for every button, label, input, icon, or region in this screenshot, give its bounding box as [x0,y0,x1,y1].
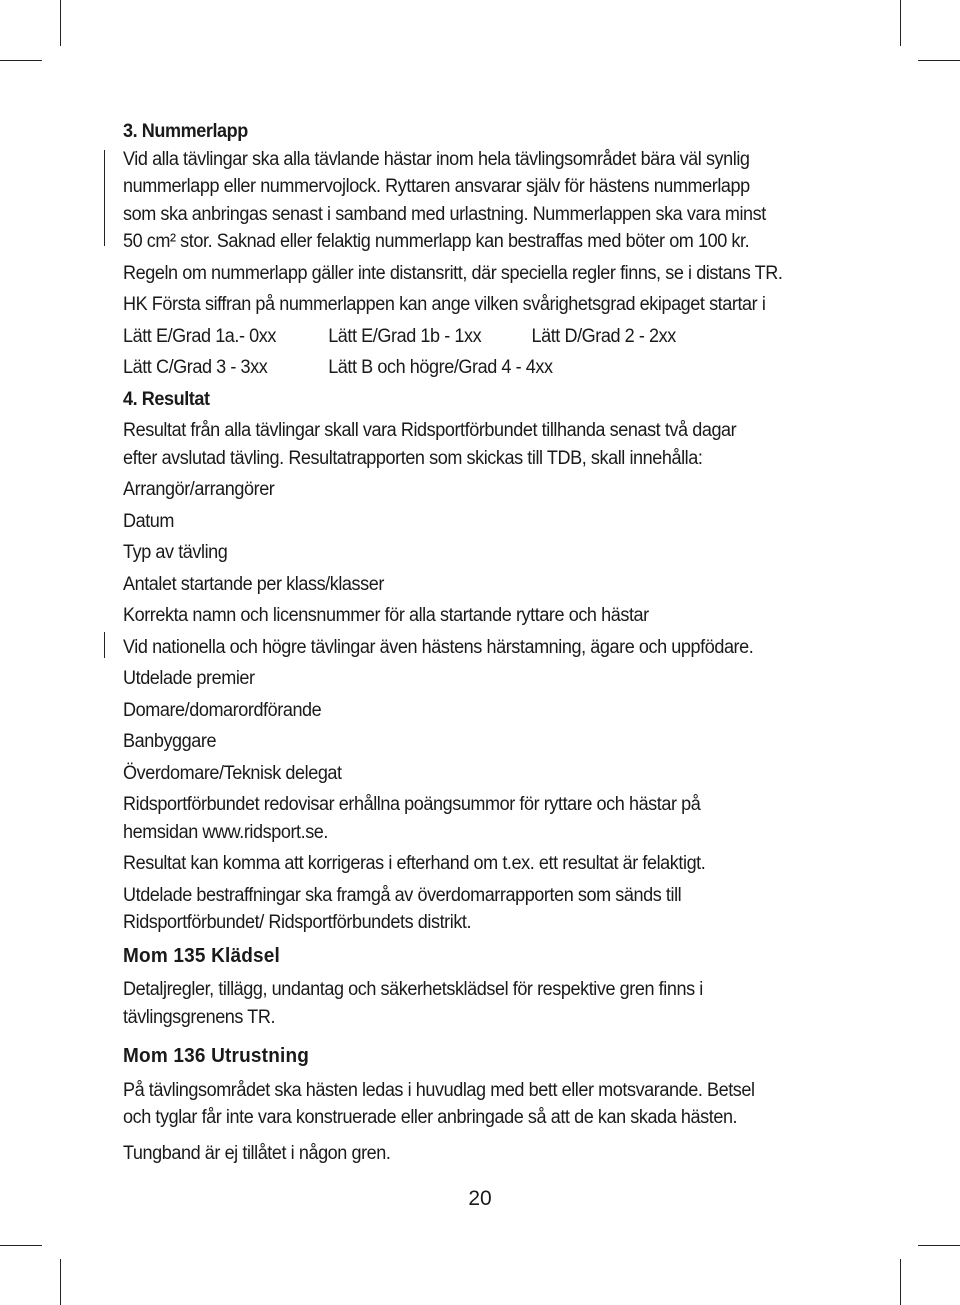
grade-row [123,323,807,351]
mom-heading: Mom 135 Klädsel [123,944,281,967]
list-item: Vid nationella och högre tävlingar även hästens härstamning, ägare och uppfödare. [123,636,754,658]
list-item: Datum [123,510,175,532]
section-heading: 3. Nummerlapp [123,121,248,142]
grade-item: Lätt E/Grad 1a.- 0xx [123,325,276,347]
crop-mark-left-bottom [0,1245,42,1246]
paragraph-line: hemsidan www.ridsport.se. [123,821,329,843]
list-item: Banbyggare [123,731,217,752]
change-bar [104,150,105,246]
paragraph-line: Ridsportförbundet redovisar erhållna poängsummor för ryttare och hästar på [123,794,701,815]
grade-item: Lätt D/Grad 2 - 2xx [531,325,676,347]
section-heading: 4. Resultat [123,388,210,410]
grade-item: Lätt E/Grad 1b - 1xx [328,325,482,347]
paragraph-line: Ridsportförbundet/ Ridsportförbundets distrikt. [123,912,472,933]
grade-item: Lätt C/Grad 3 - 3xx [123,357,268,378]
list-item: Antalet startande per klass/klasser [123,573,384,595]
list-item: Utdelade premier [123,668,255,689]
crop-mark-bottom-right [900,1259,901,1305]
paragraph-line: som ska anbringas senast i samband med urlastning. Nummerlappen ska vara minst [123,203,766,225]
list-item: Överdomare/Teknisk delegat [123,762,342,784]
paragraph-line: Detaljregler, tillägg, undantag och säkerhetsklädsel för respektive gren finns i [123,979,703,1000]
paragraph-line: Utdelade bestraffningar ska framgå av överdomarrapporten som sänds till [123,884,682,906]
crop-mark-top-left [60,0,61,46]
page-number: 20 [468,1187,492,1210]
paragraph-line: På tävlingsområdet ska hästen ledas i huvudlag med bett eller motsvarande. Betsel [123,1079,755,1101]
paragraph-line: Regeln om nummerlapp gäller inte distansritt, där speciella regler finns, se i distans TR. [123,262,783,284]
paragraph-line: och tyglar får inte vara konstruerade eller anbringade så att de kan skada hästen. [123,1107,738,1128]
paragraph-line: HK Första siffran på nummerlappen kan ange vilken svårighetsgrad ekipaget startar i [123,294,766,315]
paragraph-line: tävlingsgrenens TR. [123,1006,276,1028]
paragraph-line: Tungband är ej tillåtet i någon gren. [123,1142,391,1164]
grade-item: Lätt B och högre/Grad 4 - 4xx [328,357,553,378]
crop-mark-left-top [0,60,42,61]
list-item: Korrekta namn och licensnummer för alla startande ryttare och hästar [123,605,649,626]
paragraph-line: nummerlapp eller nummervojlock. Ryttaren ansvarar själv för hästens nummerlapp [123,176,750,197]
paragraph-line: Vid alla tävlingar ska alla tävlande hästar inom hela tävlingsområdet bära väl synlig [123,148,750,170]
crop-mark-top-right [900,0,901,46]
paragraph-line: efter avslutad tävling. Resultatrapporten som skickas till TDB, skall innehålla: [123,447,703,469]
document-body [123,118,807,1167]
mom-heading: Mom 136 Utrustning [123,1045,310,1067]
paragraph-line: Resultat kan komma att korrigeras i efterhand om t.ex. ett resultat är felaktigt. [123,853,706,874]
crop-mark-right-top [918,60,960,61]
list-item: Domare/domarordförande [123,699,322,721]
paragraph-line: 50 cm² stor. Saknad eller felaktig nummerlapp kan bestraffas med böter om 100 kr. [123,231,750,252]
grade-row [123,354,807,382]
list-item: Typ av tävling [123,542,228,563]
list-item: Arrangör/arrangörer [123,479,275,500]
crop-mark-bottom-left [60,1259,61,1305]
crop-mark-right-bottom [918,1245,960,1246]
paragraph-line: Resultat från alla tävlingar skall vara Ridsportförbundet tillhanda senast två dagar [123,420,737,441]
change-bar [104,632,105,658]
